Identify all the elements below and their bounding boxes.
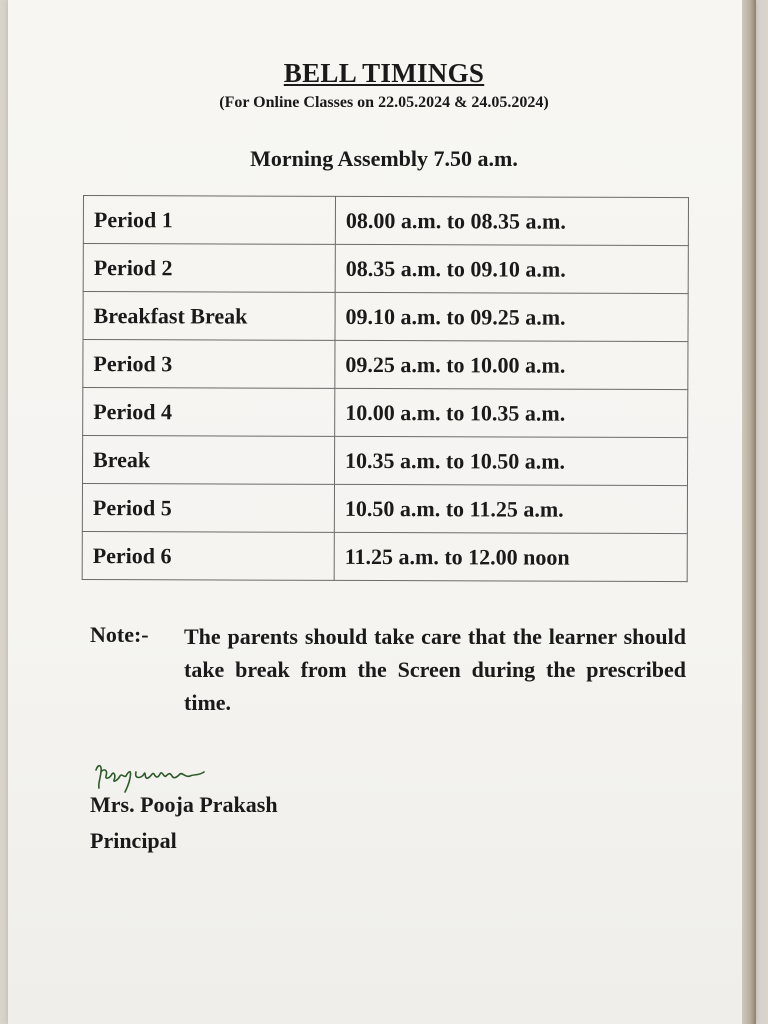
period-time: 10.50 a.m. to 11.25 a.m. xyxy=(334,484,687,533)
table-row xyxy=(82,436,687,486)
period-time: 11.25 a.m. to 12.00 noon xyxy=(334,532,687,581)
assembly-time: Morning Assembly 7.50 a.m. xyxy=(250,146,518,171)
table-row xyxy=(82,484,687,534)
document-title: BELL TIMINGS xyxy=(283,58,485,88)
table-row xyxy=(83,292,688,342)
period-name: Period 2 xyxy=(83,244,335,293)
period-time: 08.35 a.m. to 09.10 a.m. xyxy=(335,244,688,293)
period-name: Breakfast Break xyxy=(83,292,335,341)
period-time: 09.10 a.m. to 09.25 a.m. xyxy=(335,292,688,341)
period-time: 10.00 a.m. to 10.35 a.m. xyxy=(335,388,688,437)
period-name: Period 6 xyxy=(82,531,334,580)
table-row xyxy=(83,196,688,246)
period-name: Period 3 xyxy=(83,340,335,389)
period-time: 09.25 a.m. to 10.00 a.m. xyxy=(335,340,688,389)
signatory-role: Principal xyxy=(90,828,177,853)
table-row xyxy=(83,340,688,390)
period-time: 08.00 a.m. to 08.35 a.m. xyxy=(335,196,688,245)
period-name: Period 1 xyxy=(83,196,335,245)
note-text: The parents should take care that the learner should take break from the Screen during the prescribed time. xyxy=(184,624,686,715)
bell-timings-table xyxy=(82,195,689,582)
period-time: 10.35 a.m. to 10.50 a.m. xyxy=(334,436,687,485)
document-subtitle: (For Online Classes on 22.05.2024 & 24.05.2024) xyxy=(219,94,549,111)
table-row xyxy=(83,244,688,294)
table-row xyxy=(82,531,687,581)
table-row xyxy=(83,388,688,438)
period-name: Period 5 xyxy=(82,484,334,533)
period-name: Break xyxy=(82,436,334,485)
period-name: Period 4 xyxy=(83,388,335,437)
signatory-name: Mrs. Pooja Prakash xyxy=(90,792,278,817)
note-label: Note:- xyxy=(90,622,149,647)
